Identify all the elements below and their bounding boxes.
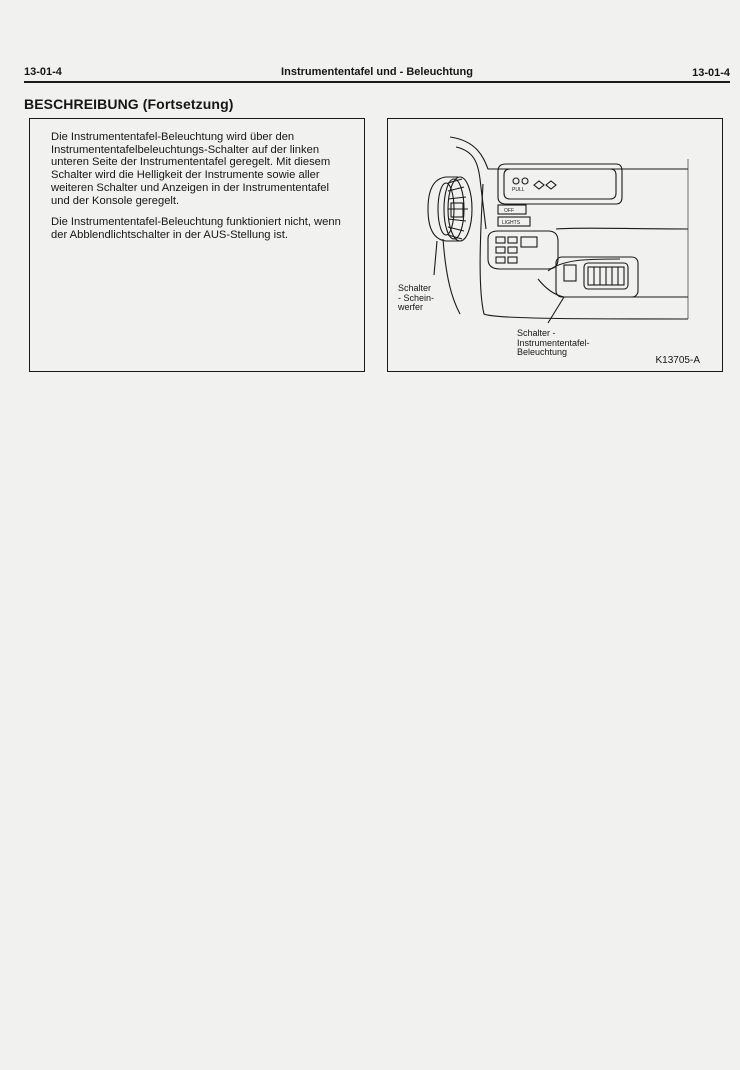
callout-panel-lighting-switch (517, 329, 590, 358)
callout-panel-line-1: Schalter - (517, 328, 556, 338)
page-number-right: 13-01-4 (692, 67, 730, 79)
page-header (24, 64, 730, 82)
off-label: OFF (504, 208, 514, 214)
callout-panel-line-3: Beleuchtung (517, 347, 568, 357)
figure-id: K13705-A (655, 355, 700, 366)
figure-box (387, 118, 723, 372)
description-paragraph-2: Die Instrumententafel-Beleuchtung funktioniert nicht, wenn der Abblendlichtschalter in der AUS-Stellung ist. (51, 216, 341, 241)
lights-label: LIGHTS (502, 220, 521, 226)
panel-switch-leader (548, 297, 564, 323)
description-text (51, 131, 349, 251)
pull-label: PULL (512, 187, 525, 193)
page-header-title: Instrumententafel und - Beleuchtung (281, 66, 473, 78)
callout-panel-line-2: Instrumententafel- (517, 337, 590, 348)
callout-headlamp-line-3: werfer (398, 302, 424, 312)
description-text-box (29, 118, 365, 372)
page-number-left: 13-01-4 (24, 66, 62, 78)
section-title: BESCHREIBUNG (Fortsetzung) (24, 96, 234, 112)
callout-headlamp-line-2: - Schein- (398, 292, 435, 303)
description-paragraph-1: Die Instrumententafel-Beleuchtung wird über den Instrumententafelbeleuchtungs-Schalter auf der linken unteren Seite der Instrumententafel geregelt. Mit diesem Schalter wird die Helligkeit der Instrumente sowie aller weiteren Schalter und Anzeigen in der Instrumententafel und der Konsole geregelt. (51, 131, 331, 207)
callout-headlamp-switch (398, 284, 434, 313)
header-rule (24, 81, 730, 83)
callout-headlamp-line-1: Schalter (398, 283, 432, 293)
headlamp-switch-leader (434, 241, 437, 275)
